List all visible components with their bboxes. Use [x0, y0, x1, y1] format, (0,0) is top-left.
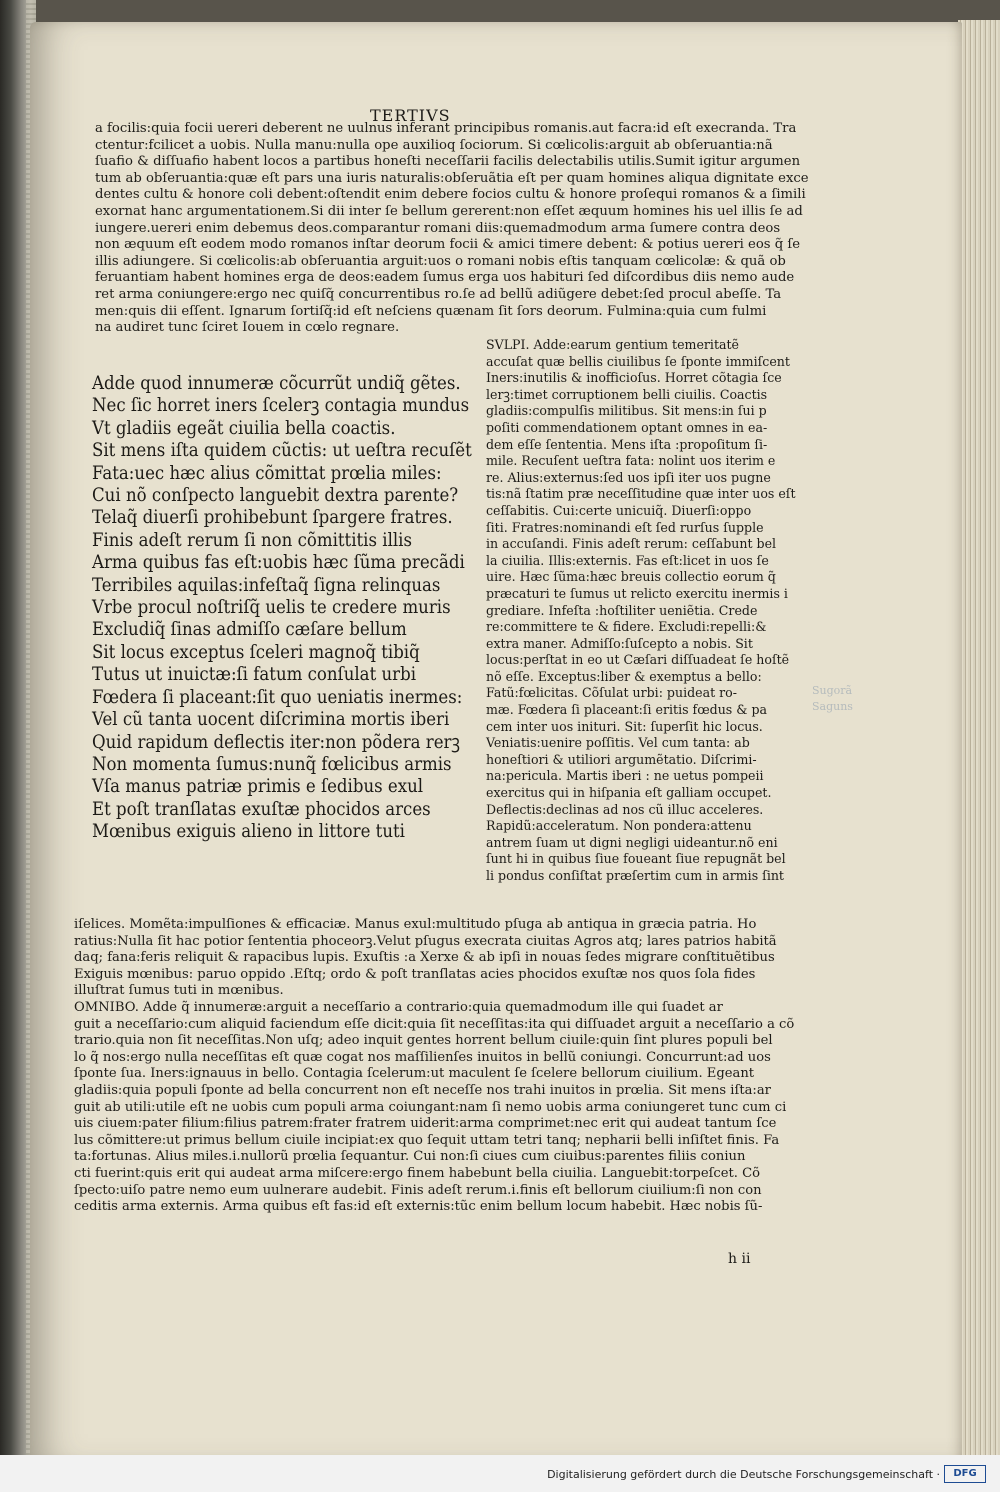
verse-line: Et poſt tranſlatas exuſtæ phocidos arces — [92, 798, 431, 820]
gloss-line: ta:fortunas. Alius miles.i.nullorũ prœlia ſequantur. Cui non:ſi ciues cum ciuibus:parentes filiis coniun — [74, 1149, 746, 1165]
gloss-line: exornat hanc argumentationem.Si dii inter ſe bellum gererent:non eſſet æquum homines his uel illis ſe ad — [95, 203, 803, 219]
gloss-line: cti fuerint:quis erit qui audeat arma miſcere:ergo finem habebunt bella ciuilia. Languebit:torpeſcet. Cõ — [74, 1165, 761, 1181]
verse-line: Mœnibus exiguis alieno in littore tuti — [92, 821, 405, 843]
gloss-line: poſiti commendationem optant omnes in ea- — [486, 420, 768, 436]
gloss-line: ſponte ſua. Iners:ignauus in bello. Contagia ſcelerum:ut maculent ſe ſcelere bellorum ciuilium. Egeant — [74, 1066, 755, 1082]
verse-line: Finis adeſt rerum ſi non cõmittitis illis — [92, 529, 412, 551]
verse-line: Excludiq̃ ſinas admiſſo cæſare bellum — [92, 619, 407, 641]
gloss-line: na audiret tunc ſciret Iouem in cœlo regnare. — [95, 320, 400, 336]
gloss-line: re:committere te & fidere. Excludi:repelli:& — [486, 620, 767, 636]
verse-line: Adde quod innumeræ cõcurrũt undiq̃ gẽtes. — [92, 373, 461, 394]
gloss-line: ceſſabitis. Cui:certe unicuiq̃. Diuerſi:oppo — [486, 503, 752, 519]
gloss-line: na:pericula. Martis iberi : ne uetus pompeii — [486, 769, 764, 785]
gloss-line: illis adiungere. Si cœlicolis:ab obſeruantia arguit:uos o romani nobis eſtis tanquam cœlicolæ: & quã ob — [95, 253, 786, 269]
verse-line: Fœdera ſi placeant:ſit quo ueniatis inermes: — [92, 686, 463, 708]
gloss-line: tis:nã ſtatim præ neceſſitudine quæ inter uos eſt — [486, 487, 796, 503]
verse-line: Fata:uec hæc alius cõmittat prœlia miles: — [92, 462, 442, 484]
gloss-line: ſunt hi in quibus ſiue foueant ſiue repugnãt bel — [486, 852, 786, 868]
funding-attribution: Digitalisierung gefördert durch die Deutsche Forschungsgemeinschaft · — [547, 1468, 940, 1481]
gloss-line: a focilis:quia focii uereri deberent ne uulnus inferant principibus romanis.aut facra:id eſt execranda. Tra — [95, 121, 797, 136]
dfg-logo: DFG — [944, 1465, 986, 1483]
gloss-line: lerꝫ:timet corruptionem belli ciuilis. Coactis — [486, 387, 768, 403]
gloss-line: SVLPI. Adde:earum gentium temeritatẽ — [486, 338, 740, 353]
gloss-line: ſpecto:uiſo patre nemo eum uulnerare audebit. Finis adeſt rerum.i.finis eſt bellorum ciuilium:ſi non con — [74, 1182, 762, 1198]
gloss-line: iungere.uereri enim debemus deos.comparantur romani diis:quemadmodum arma ſumere contra deos — [95, 220, 781, 236]
gloss-line: nõ eſſe. Exceptus:liber & exemptus a bello: — [486, 669, 762, 685]
gloss-line: Fatũ:fœlicitas. Cõſulat urbi: puideat ro- — [486, 686, 738, 702]
gloss-line: re. Alius:externus:ſed uos ipſi iter uos pugne — [486, 470, 771, 486]
bottom-commentary — [74, 917, 798, 1216]
margin-note: Sugorã — [812, 684, 853, 697]
verse-line: Nec ſic horret iners ſcelerꝫ contagia mundus — [92, 395, 470, 417]
verse-line: Non momenta ſumus:nunq̃ fœlicibus armis — [92, 753, 452, 775]
gloss-line: præcaturi te ſumus ut relicto exercitu inermis i — [486, 586, 788, 602]
gloss-line: Exiguis mœnibus: paruo oppido .Eſtq; ordo & poſt tranſlatas acies phocidos exuſtæ nos quos ſola fides — [74, 966, 756, 982]
gloss-line: uire. Hæc ſũma:hæc breuis collectio eorum q̃ — [486, 570, 776, 586]
gloss-line: ceditis arma externis. Arma quibus eſt fas:id eſt externis:tũc enim bellum locum habebit. Hæc nobis ſũ- — [74, 1199, 763, 1215]
gloss-line: li pondus conſiſtat præſertim cum in armis ſint — [486, 869, 785, 884]
gloss-line: Rapidũ:acceleratum. Non pondera:attenu — [486, 819, 752, 835]
gloss-line: uis ciuem:pater filium:filius patrem:frater fratrem uiderit:arma comprimet:nec erit qui audeat tantum ſce — [74, 1116, 777, 1132]
verse-line: Vt gladiis egeãt ciuilia bella coactis. — [92, 417, 396, 439]
gloss-line: men:quis dii eſſent. Ignarum ſortiſq̃:id eſt neſciens quænam ſit ſors deorum. Fulmina:quia cum fulmi — [95, 303, 767, 319]
gloss-line: guit a neceſſario:cum aliquid faciendum eſſe dicit:quia ſit neceſſitas:ita qui diſſuadet arguit a neceſſario a cõ — [74, 1016, 795, 1032]
poem-text — [92, 373, 516, 844]
gloss-line: gladiis:quia populi ſponte ad bella concurrent non eſt neceſſe nos trahi inuitos in prœlia. Sit mens iſta:ar — [74, 1082, 771, 1098]
gloss-line: guit ab utili:utile eſt ne uobis cum populi arma coiungant:nam ſi nemo uobis arma coniungeret tunc cum ci — [74, 1099, 787, 1115]
gloss-line: lus cõmittere:ut primus bellum ciuile incipiat:ex quo ſequit uttam tetri tanq; nepharii belli inſiſtet finis. Fa — [74, 1132, 780, 1148]
gloss-line: iſelices. Momẽta:impulſiones & efficaciæ. Manus exul:multitudo pſuga ab antiqua in græcia patria. Ho — [74, 917, 757, 932]
gloss-line: grediare. Infeſta :hoſtiliter ueniẽtia. Crede — [486, 603, 758, 619]
gloss-line: mæ. Fœdera ſi placeant:ſi eritis fœdus & pa — [486, 703, 768, 719]
gloss-line: antrem ſuam ut digni negligi uideantur.nõ eni — [486, 835, 778, 851]
verse-line: Terribiles aquilas:infeſtaq̃ ſigna relinquas — [92, 574, 441, 596]
gloss-line: ſuafio & diſſuafio habent locos a partibus honeſti neceſſarii facilis delectabilis utilis.Sumit igitur argumen — [95, 154, 801, 170]
verse-line: Vel cũ tanta uocent diſcrimina mortis iberi — [92, 709, 450, 731]
verse-line: Telaq̃ diuerſi prohibebunt ſpargere fratres. — [92, 507, 453, 529]
gloss-line: accuſat quæ bellis ciuilibus ſe ſponte immiſcent — [486, 354, 790, 370]
top-commentary — [95, 121, 809, 337]
gloss-line: cem inter uos inituri. Sit: ſuperſit hic locus. — [486, 719, 763, 735]
gloss-line: dem eſſe ſententia. Mens iſta :propoſitum ſi- — [486, 437, 768, 453]
gloss-line: extra maner. Admiſſo:ſuſcepto a nobis. Sit — [486, 636, 753, 652]
verse-line: Cui nõ conſpecto languebit dextra parente? — [92, 485, 459, 507]
gloss-line: feruantiam habent homines erga de deos:eadem ſumus erga uos habituri ſed diſcordibus diis nemo aude — [95, 270, 795, 286]
gloss-line: mile. Recuſent ueſtra fata: nolint uos iterim e — [486, 454, 776, 470]
gloss-line: gladiis:compulſis militibus. Sit mens:in ſui p — [486, 404, 767, 420]
gloss-line: exercitus qui in hiſpania eſt galliam occupet. — [486, 786, 772, 802]
gloss-line: ctentur:fcilicet a uobis. Nulla manu:nulla ope auxilioq ſociorum. Si cœlicolis:arguit ab obſeruantia:nã — [95, 137, 773, 153]
verse-line: Sit mens iſta quidem cũctis: ut ueſtra recuſẽt — [92, 440, 472, 462]
verse-line: Tutus ut inuictæ:ſi fatum conſulat urbi — [92, 664, 417, 686]
verse-line: Quid rapidum deflectis iter:non põdera rerꝫ — [92, 731, 460, 753]
verse-line: Vſa manus patriæ primis e ſedibus exul — [92, 776, 424, 798]
gloss-line: Deflectis:declinas ad nos cũ illuc acceleres. — [486, 802, 764, 818]
gloss-line: ſiti. Fratres:nominandi eſt ſed rurſus ſupple — [486, 520, 764, 536]
verse-line: Vrbe procul noſtriſq̃ uelis te credere muris — [92, 597, 451, 619]
gloss-line: ret arma coniungere:ergo nec quiſq̃ concurrentibus ro.ſe ad bellũ adiũgere debet:ſed procul abeſſe. Ta — [95, 286, 782, 302]
side-commentary — [486, 338, 811, 886]
gloss-line: OMNIBO. Adde q̃ innumeræ:arguit a neceſſario a contrario:quia quemadmodum ille qui ſuadet ar — [74, 999, 723, 1015]
gloss-line: la ciuilia. Illis:externis. Fas eſt:licet in uos ſe — [486, 553, 769, 569]
verse-line: Arma quibus fas eſt:uobis hæc ſũma precãdi — [92, 552, 465, 574]
gloss-line: dentes cultu & honore coli debent:oſtendit enim debere focios cultu & honore proſequi romanos & a ſimili — [95, 187, 806, 203]
verse-line: Sit locus exceptus ſceleri magnoq̃ tibiq̃ — [92, 641, 420, 663]
gloss-line: tum ab obſeruantia:quæ eſt pars una iuris naturalis:obſeruãtia eſt per quam homines aliqua dignitate exce — [95, 170, 809, 186]
gloss-line: daq; fana:feris reliquit & rapacibus lupis. Exuſtis :a Xerxe & ab ipſi in nouas ſedes migrare conſtituẽtibus — [74, 950, 775, 966]
running-title: TERTIVS — [370, 106, 451, 125]
gloss-line: Veniatis:uenire poſſitis. Vel cum tanta: ab — [486, 736, 750, 752]
gloss-line: Iners:inutilis & inofficioſus. Horret cõtagia ſce — [486, 371, 782, 387]
gloss-line: honeſtiori & utiliori argumẽtatio. Diſcrimi- — [486, 752, 757, 768]
margin-note: Saguns — [812, 700, 853, 713]
gloss-line: locus:perſtat in eo ut Cæſari diſſuadeat ſe hoſtẽ — [486, 653, 790, 669]
gloss-line: in accuſandi. Finis adeſt rerum: ceſſabunt bel — [486, 537, 777, 553]
footer-bar — [0, 1455, 1000, 1492]
gloss-line: ratius:Nulla ſit hac potior ſententia phoceorꝫ.Velut pſugus execrata ciuitas Agros atq; lares patrios habitã — [74, 933, 777, 949]
gloss-line: trario.quia non ſit neceſſitas.Non uſq; adeo inquit gentes horrent bellum ciuile:quin ſint plures populi bel — [74, 1033, 773, 1049]
gloss-line: non æquum eſt eodem modo romanos inſtar deorum focii & amici timere debent: & potius uereri eos q̃ ſe — [95, 237, 801, 253]
page-edges-right — [958, 20, 1000, 1460]
gloss-line: lo q̃ nos:ergo nulla neceſſitas eſt quæ cogat nos maſſilienſes inuitos in bellũ coniungi. Concurrunt:ad uos — [74, 1049, 771, 1065]
signature-mark: h ii — [728, 1251, 751, 1267]
gloss-line: illuſtrat ſumus tuti in mœnibus. — [74, 983, 284, 999]
